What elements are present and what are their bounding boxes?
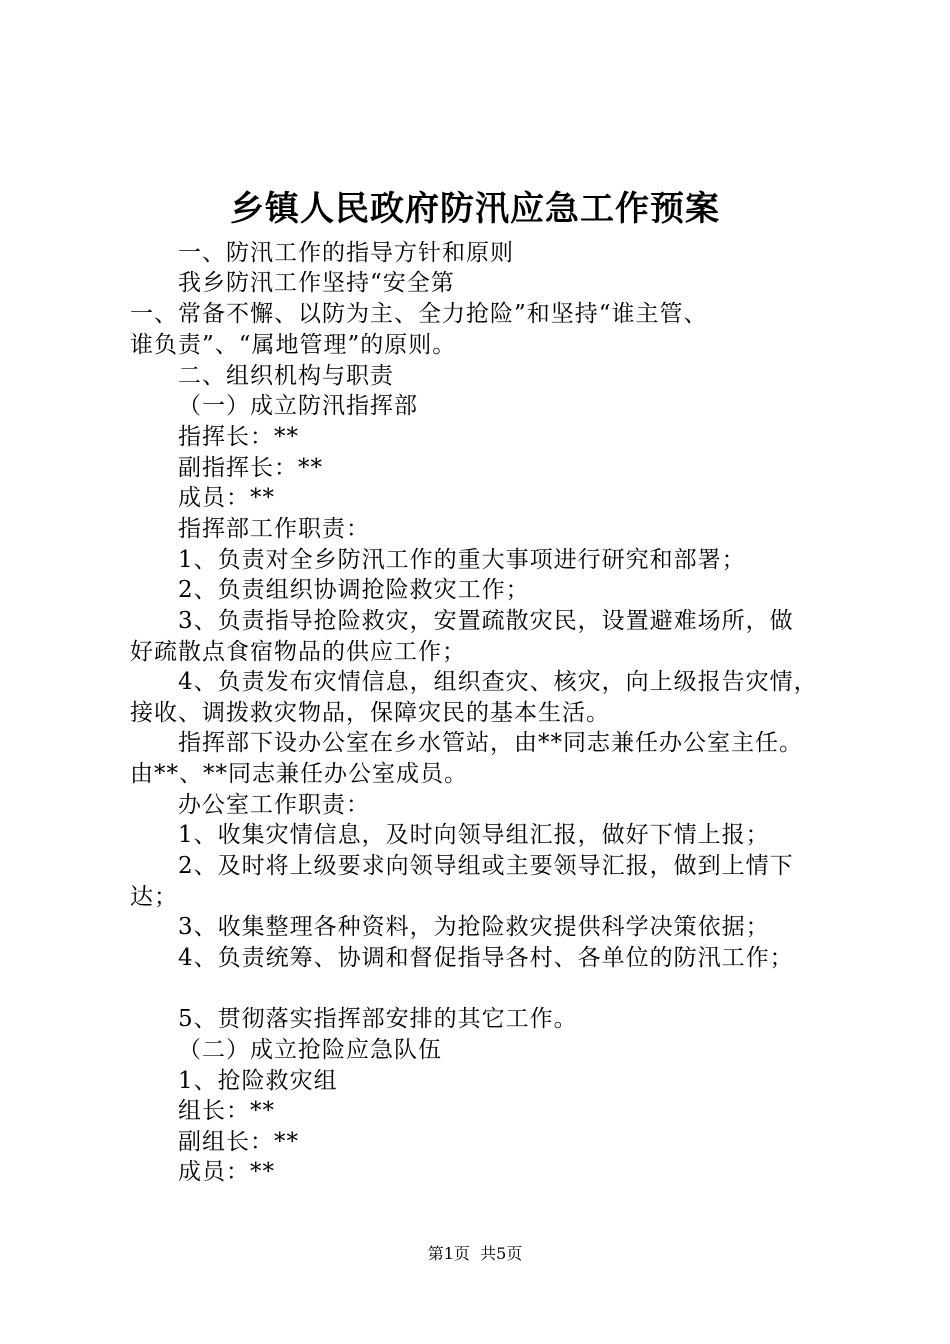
list-item: 2、负责组织协调抢险救灾工作； <box>178 577 530 603</box>
page-total: 共5页 <box>480 1244 523 1263</box>
list-item: 4、负责统筹、协调和督促指导各村、各单位的防汛工作； <box>178 945 794 971</box>
paragraph-line: 好疏散点食宿物品的供应工作； <box>130 639 466 665</box>
paragraph-line: 谁负责”、“属地管理”的原则。 <box>130 332 457 358</box>
paragraph-line: 副指挥长：** <box>178 455 323 481</box>
paragraph-line: 指挥部下设办公室在乡水管站，由**同志兼任办公室主任。 <box>178 730 803 756</box>
list-item: 1、抢险救灾组 <box>178 1068 338 1094</box>
paragraph-line: 指挥长：** <box>178 424 299 450</box>
paragraph-line: 指挥部工作职责： <box>178 516 370 542</box>
section-heading-2: 二、组织机构与职责 <box>178 363 394 389</box>
document-title: 乡镇人民政府防汛应急工作预案 <box>230 189 720 229</box>
page-number: 第1页 <box>427 1244 470 1263</box>
list-item: 3、收集整理各种资料，为抢险救灾提供科学决策依据； <box>178 914 770 940</box>
paragraph-line: 由**、**同志兼任办公室成员。 <box>130 761 468 787</box>
list-item: 2、及时将上级要求向领导组或主要领导汇报，做到上情下 <box>178 853 794 879</box>
paragraph-line: 达； <box>130 884 178 910</box>
page-footer <box>0 1243 950 1265</box>
subsection-heading: （一）成立防汛指挥部 <box>178 393 418 419</box>
list-item: 4、负责发布灾情信息，组织查灾、核灾，向上级报告灾情， <box>178 669 818 695</box>
paragraph-line: 办公室工作职责： <box>178 792 370 818</box>
paragraph-line: 接收、调拨救灾物品，保障灾民的基本生活。 <box>130 700 610 726</box>
section-heading-1: 一、防汛工作的指导方针和原则 <box>178 240 514 266</box>
list-item: 1、收集灾情信息，及时向领导组汇报，做好下情上报； <box>178 822 770 848</box>
list-item: 1、负责对全乡防汛工作的重大事项进行研究和部署； <box>178 547 746 573</box>
paragraph-line: 成员：** <box>178 1159 275 1185</box>
list-item: 5、贯彻落实指挥部安排的其它工作。 <box>178 1006 578 1032</box>
subsection-heading: （二）成立抢险应急队伍 <box>178 1037 442 1063</box>
list-item: 3、负责指导抢险救灾，安置疏散灾民，设置避难场所，做 <box>178 608 794 634</box>
paragraph-line: 成员：** <box>178 485 275 511</box>
paragraph-line: 一、常备不懈、以防为主、全力抢险”和坚持“谁主管、 <box>130 301 708 327</box>
paragraph-line: 组长：** <box>178 1098 275 1124</box>
paragraph-line: 我乡防汛工作坚持“安全第 <box>178 270 455 296</box>
paragraph-line: 副组长：** <box>178 1129 299 1155</box>
